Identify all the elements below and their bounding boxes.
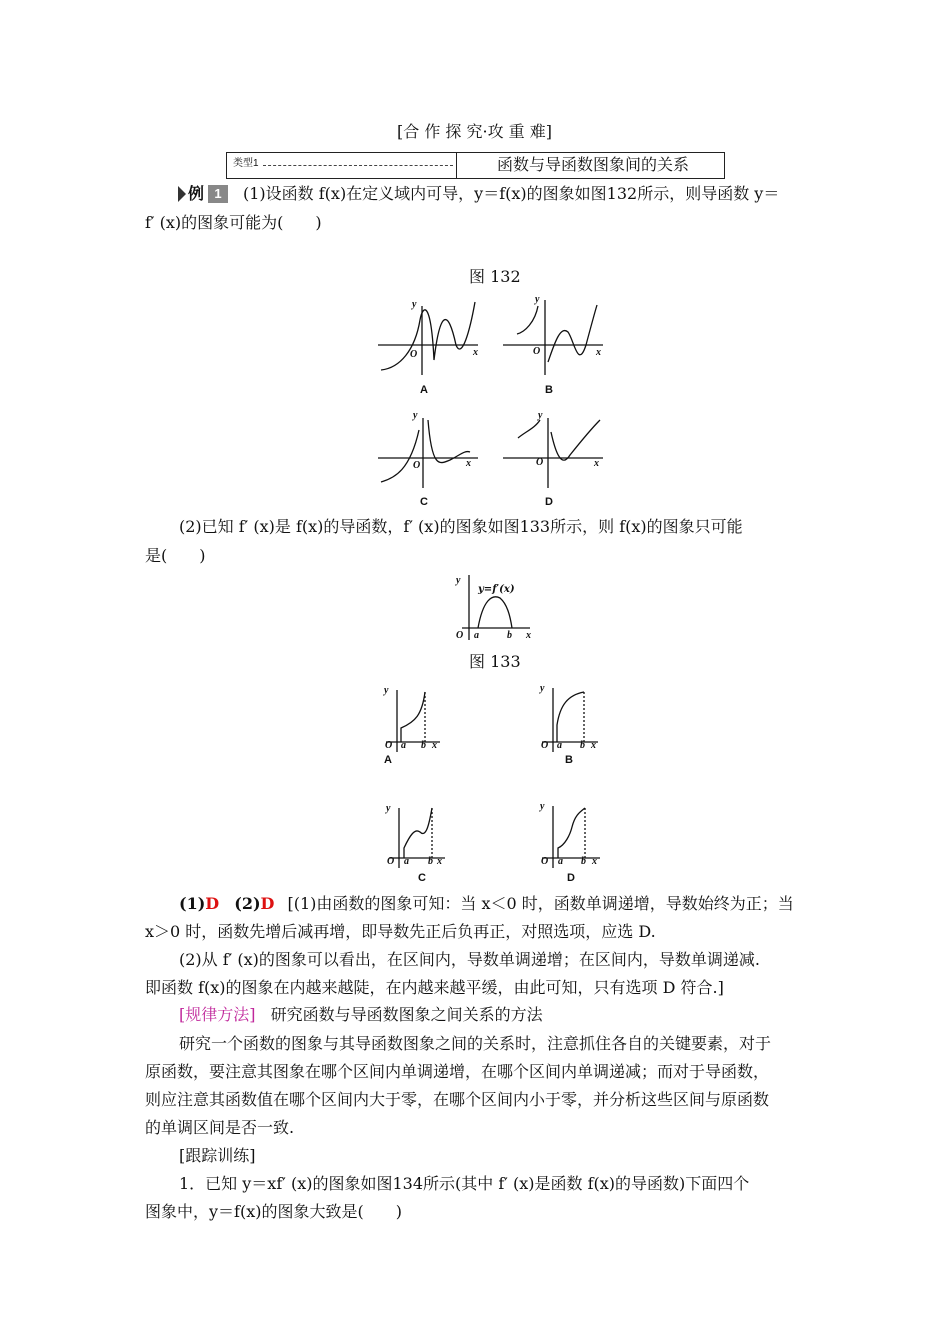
answer-explain-2b: 即函数 f(x)的图象在内越来越陡，在内越来越平缓，由此可知，只有选项 D 符合.] — [145, 978, 724, 997]
svg-text:y: y — [413, 410, 418, 421]
svg-text:a: a — [404, 856, 409, 867]
svg-text:y: y — [384, 685, 389, 696]
method-heading — [179, 1005, 543, 1025]
svg-text:a: a — [558, 856, 563, 867]
fig133-options — [0, 680, 950, 880]
svg-text:O: O — [387, 856, 395, 867]
svg-text:O: O — [456, 630, 464, 641]
svg-text:O: O — [536, 457, 544, 468]
answer-explain-1b: x＞0 时，函数先增后减再增，即导数先正后负再正，对照选项，应选 D. — [145, 922, 656, 941]
svg-text:b: b — [421, 740, 426, 751]
svg-text:b: b — [507, 630, 512, 641]
fig133-graph — [452, 572, 542, 642]
q2-line1: (2)已知 f′ (x)是 f(x)的导函数，f′ (x)的图象如图133所示，则 f(x)的图象只可能 — [179, 517, 743, 536]
q1-line1: (1)设函数 f(x)在定义域内可导，y＝f(x)的图象如图132所示，则导函数 y＝ — [243, 184, 780, 203]
option-B-label: B — [545, 384, 553, 396]
type-box-tag: 类型1 — [233, 158, 259, 169]
option133-A-label: A — [384, 754, 392, 766]
section-heading: [合 作 探 究·攻 重 难] — [397, 122, 553, 141]
answer-part1-prefix: (1) — [179, 894, 206, 913]
graph-132-C — [378, 418, 478, 488]
type-box-divider — [456, 153, 457, 178]
option133-B-label: B — [565, 754, 573, 766]
answer-part2-prefix: (2) — [234, 894, 261, 913]
badge-arrow-icon — [178, 186, 188, 202]
fig133-caption: 图 133 — [469, 652, 521, 671]
svg-text:y: y — [386, 803, 391, 814]
svg-text:y: y — [456, 575, 461, 586]
follow-q1-line2: 图象中，y＝f(x)的图象大致是( ) — [145, 1202, 402, 1221]
type-box-title: 函数与导函数图象间的关系 — [497, 155, 690, 174]
option133-C-label: C — [418, 872, 426, 884]
answer-part2-choice: D — [260, 894, 275, 913]
svg-text:y: y — [535, 294, 540, 305]
svg-text:b: b — [580, 740, 585, 751]
graph-132-D — [503, 418, 603, 488]
svg-text:y: y — [540, 683, 545, 694]
method-title: 研究函数与导函数图象之间关系的方法 — [270, 1005, 543, 1024]
option133-D-label: D — [567, 872, 575, 884]
option-A-label: A — [420, 384, 428, 396]
svg-text:x: x — [592, 856, 597, 867]
answer-part1-choice: D — [205, 894, 220, 913]
svg-text:O: O — [533, 346, 541, 357]
method-line: 研究一个函数的图象与其导函数图象之间的关系时，注意抓住各自的关键要素，对于 — [179, 1034, 772, 1053]
type-box — [226, 152, 725, 179]
graph-132-A — [378, 302, 478, 375]
method-tag: [规律方法] — [179, 1005, 256, 1024]
svg-text:x: x — [437, 856, 442, 867]
q1-line2: f′ (x)的图象可能为( ) — [145, 213, 322, 232]
svg-text:x: x — [526, 630, 531, 641]
graph-132-B — [503, 300, 603, 375]
svg-text:x: x — [473, 347, 478, 358]
method-line: 原函数，要注意其图象在哪个区间内单调递增，在哪个区间内单调递减；而对于导函数， — [145, 1062, 770, 1081]
svg-text:b: b — [581, 856, 586, 867]
svg-text:a: a — [474, 630, 479, 641]
svg-text:x: x — [594, 458, 599, 469]
q2-line2: 是( ) — [145, 546, 206, 565]
option-C-label: C — [420, 496, 428, 508]
svg-text:x: x — [596, 347, 601, 358]
method-line: 的单调区间是否一致. — [145, 1118, 295, 1137]
svg-text:O: O — [385, 740, 393, 751]
answer-explain-1a: [(1)由函数的图象可知：当 x＜0 时，函数单调递增，导数始终为正；当 — [287, 894, 794, 913]
method-line: 则应注意其函数值在哪个区间内大于零，在哪个区间内小于零，并分析这些区间与原函数 — [145, 1090, 770, 1109]
svg-text:O: O — [413, 460, 421, 471]
option-D-label: D — [545, 496, 553, 508]
svg-text:a: a — [401, 740, 406, 751]
fig132-graphs — [0, 290, 950, 520]
follow-title: [跟踪训练] — [179, 1146, 256, 1165]
badge-label: 例 — [188, 184, 205, 203]
graph-133-B — [542, 688, 598, 752]
svg-text:x: x — [432, 740, 437, 751]
badge-number: 1 — [208, 185, 228, 203]
fig132-caption: 图 132 — [469, 267, 521, 286]
fig133-curve-label: y=f′(x) — [478, 584, 515, 595]
answer-line1 — [179, 894, 794, 914]
svg-text:x: x — [466, 458, 471, 469]
svg-text:b: b — [428, 856, 433, 867]
svg-text:O: O — [410, 349, 418, 360]
answer-explain-2a: (2)从 f′ (x)的图象可以看出，在区间内，导数单调递增；在区间内，导数单调递减. — [179, 950, 760, 969]
svg-text:y: y — [412, 299, 417, 310]
svg-text:O: O — [541, 856, 549, 867]
type-box-dashes — [263, 165, 453, 166]
svg-text:O: O — [541, 740, 549, 751]
svg-text:y: y — [538, 410, 543, 421]
svg-text:y: y — [540, 801, 545, 812]
follow-q1-line1: 1．已知 y＝xf′ (x)的图象如图134所示(其中 f′ (x)是函数 f(x)的导函数)下面四个 — [179, 1174, 750, 1193]
svg-text:a: a — [557, 740, 562, 751]
svg-text:x: x — [591, 740, 596, 751]
